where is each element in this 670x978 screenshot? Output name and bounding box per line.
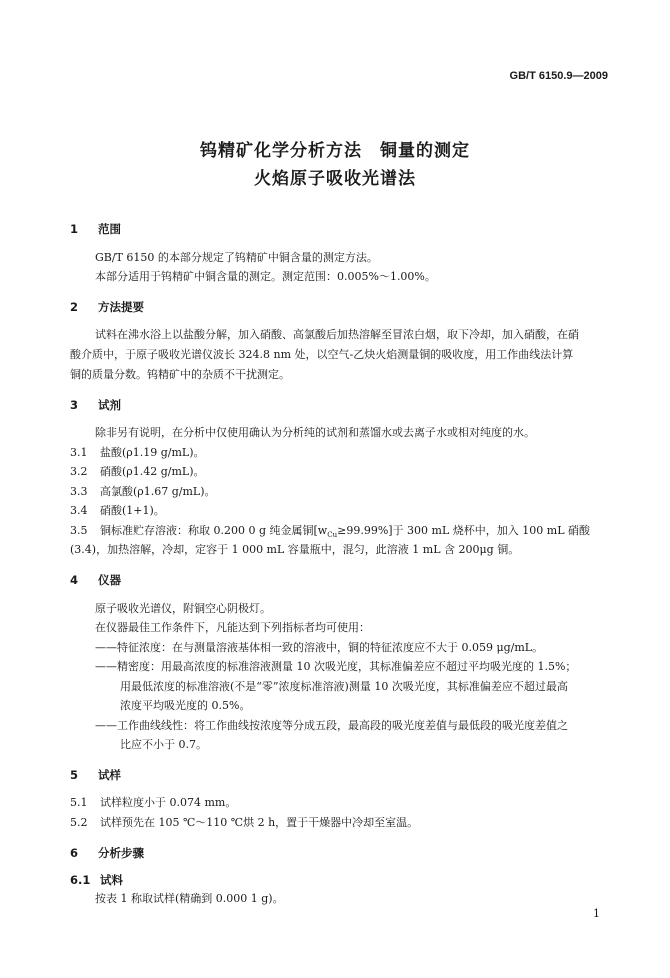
clause-text: 硝酸(ρ1.42 g/mL)。: [100, 465, 205, 478]
paragraph-line: 试料在沸水浴上以盐酸分解，加入硝酸、高氯酸后加热溶解至冒浓白烟，取下冷却，加入硝酸，在硝: [95, 328, 579, 341]
clause-3-4: [70, 504, 165, 518]
dash-item-continuation: 浓度平均吸光度的 0.5%。: [120, 699, 251, 712]
section-number: 2: [70, 300, 79, 314]
section-heading-6: [70, 846, 144, 860]
clause-number: 5.1: [70, 796, 88, 809]
section-number: 6.1: [70, 873, 91, 887]
clause-text: 试样粒度小于 0.074 mm。: [100, 796, 237, 809]
clause-3-1: [70, 446, 205, 460]
paragraph: 原子吸收光谱仪，附铜空心阴极灯。: [95, 602, 271, 615]
dash-item-continuation: 用最低浓度的标准溶液(不是“零”浓度标准溶液)测量 10 次吸光度，其标准偏差应不超过最高: [120, 680, 568, 693]
page-number: 1: [593, 907, 600, 920]
document-title-line2: 火焰原子吸收光谱法: [254, 169, 416, 189]
section-title: 试料: [100, 873, 123, 887]
subsection-heading-6-1: [70, 873, 123, 887]
section-title: 方法提要: [98, 300, 144, 314]
dash-item: ——精密度：用最高浓度的标准溶液测量 10 次吸光度，其标准偏差应不超过平均吸光度的 1.5%；: [95, 660, 577, 673]
section-number: 1: [70, 222, 79, 236]
clause-text: 高氯酸(ρ1.67 g/mL)。: [100, 485, 216, 498]
section-heading-4: [70, 573, 121, 587]
paragraph: 在仪器最佳工作条件下，凡能达到下列指标者均可使用：: [95, 621, 370, 634]
dash-item: ——特征浓度：在与测量溶液基体相一致的溶液中，铜的特征浓度应不大于 0.059 μg/mL。: [95, 641, 544, 654]
clause-text: 铜标准贮存溶液：称取 0.200 0 g 纯金属铜[w: [100, 524, 328, 537]
clause-number: 3.2: [70, 465, 88, 478]
clause-number: 3.3: [70, 485, 88, 498]
standard-number: GB/T 6150.9—2009: [509, 70, 608, 82]
clause-number: 5.2: [70, 816, 88, 829]
clause-text: 盐酸(ρ1.19 g/mL)。: [100, 446, 205, 459]
section-heading-5: [70, 768, 121, 782]
clause-3-2: [70, 465, 205, 479]
paragraph: 按表 1 称取试样(精确到 0.000 1 g)。: [95, 892, 284, 905]
section-title: 分析步骤: [98, 846, 144, 860]
section-number: 5: [70, 768, 79, 782]
section-number: 3: [70, 398, 79, 412]
clause-5-2: [70, 816, 418, 830]
clause-3-3: [70, 485, 216, 499]
section-title: 试样: [98, 768, 121, 782]
clause-text: ≥99.99%]于 300 mL 烧杯中，加入 100 mL 硝酸: [337, 524, 591, 537]
subscript-cu: Cu: [327, 531, 338, 540]
clause-number: 3.4: [70, 504, 88, 517]
clause-number: 3.1: [70, 446, 88, 459]
section-title: 范围: [98, 222, 121, 236]
clause-number: 3.5: [70, 524, 88, 537]
section-title: 仪器: [98, 573, 121, 587]
paragraph-line: 酸介质中，于原子吸收光谱仪波长 324.8 nm 处，以空气-乙炔火焰测量铜的吸收度，用工作曲线法计算: [70, 348, 574, 361]
clause-continuation: (3.4)，加热溶解，冷却，定容于 1 000 mL 容量瓶中，混匀，此溶液 1 mL 含 200μg 铜。: [70, 543, 520, 556]
clause-5-1: [70, 796, 236, 810]
clause-text: 硝酸(1+1)。: [100, 504, 165, 517]
dash-item: ——工作曲线线性：将工作曲线按浓度等分成五段，最高段的吸光度差值与最低段的吸光度差值之: [95, 719, 568, 732]
section-number: 4: [70, 573, 79, 587]
section-heading-1: [70, 222, 121, 236]
dash-item-continuation: 比应不小于 0.7。: [120, 738, 207, 751]
clause-3-5: [70, 524, 590, 542]
clause-text: 试样预先在 105 ℃～110 ℃烘 2 h，置于干燥器中冷却至室温。: [100, 816, 419, 829]
paragraph: 除非另有说明，在分析中仅使用确认为分析纯的试剂和蒸馏水或去离子水或相对纯度的水。: [95, 426, 535, 439]
section-title: 试剂: [98, 398, 121, 412]
paragraph: GB/T 6150 的本部分规定了钨精矿中铜含量的测定方法。: [95, 251, 378, 264]
section-heading-2: [70, 300, 144, 314]
section-number: 6: [70, 846, 79, 860]
paragraph-line: 铜的质量分数。钨精矿中的杂质不干扰测定。: [70, 368, 290, 381]
section-heading-3: [70, 398, 121, 412]
paragraph: 本部分适用于钨精矿中铜含量的测定。测定范围：0.005%～1.00%。: [95, 270, 436, 283]
document-title-line1: 钨精矿化学分析方法 铜量的测定: [200, 141, 470, 161]
